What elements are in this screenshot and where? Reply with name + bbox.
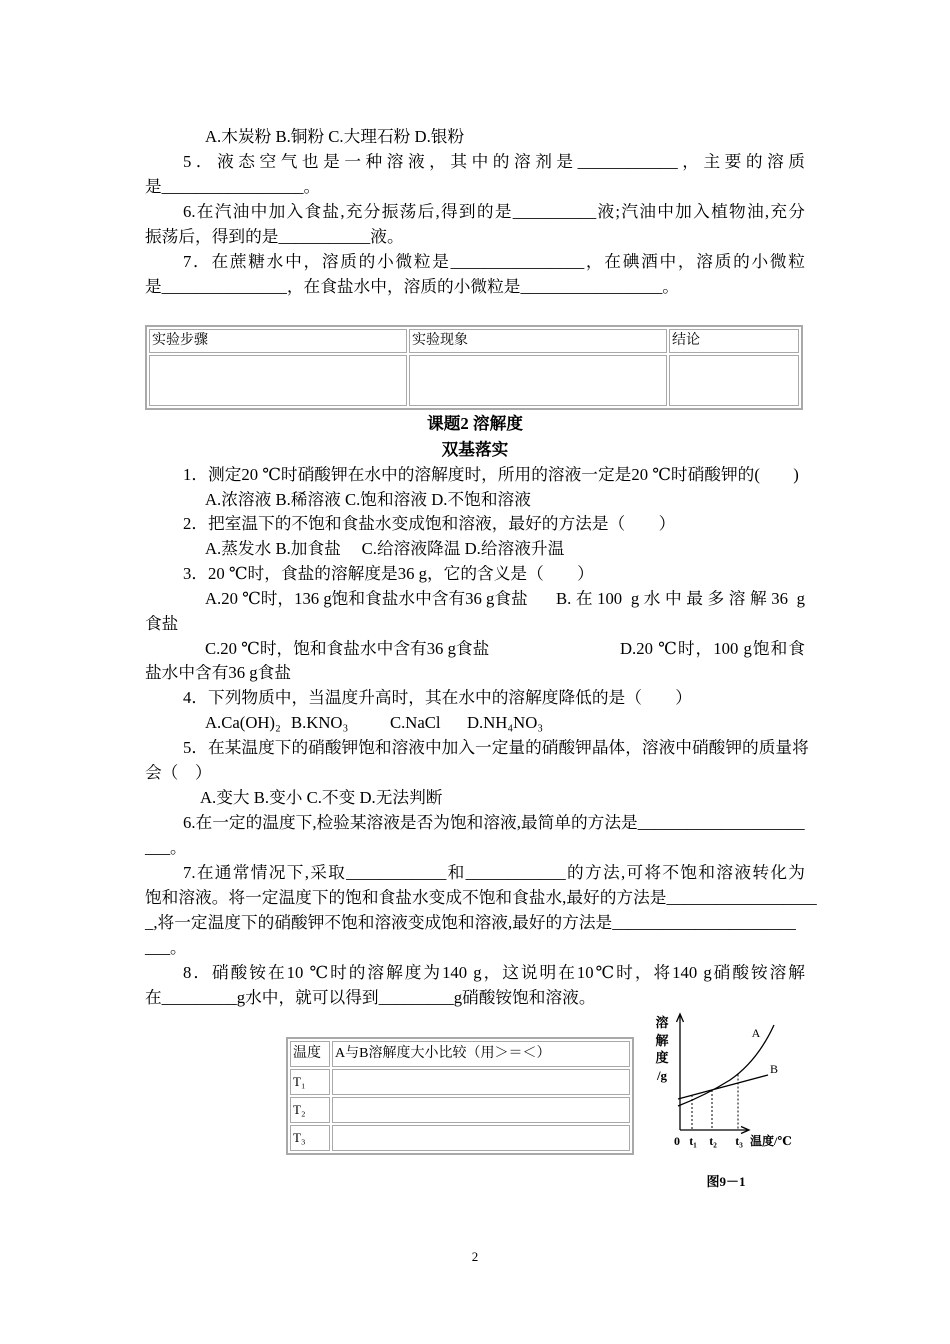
q8-line-1: 8．硝酸铵在10 ℃时的溶解度为140 g，这说明在10℃时，将140 g硝酸铵溶解: [183, 963, 805, 982]
prev-q4-options: A.木炭粉 B.铜粉 C.大理石粉 D.银粉: [205, 127, 465, 146]
x-tick-t1: t₁: [689, 1134, 697, 1148]
page-number: 2: [471, 1249, 479, 1264]
prev-q5-line-1: 5．液态空气也是一种溶液，其中的溶剂是____________，主要的溶质: [183, 152, 805, 171]
figure-caption: 图9－1: [706, 1174, 746, 1189]
q4-option-c: C.NaCl: [390, 713, 441, 732]
experiment-table-header-steps: 实验步骤: [149, 329, 407, 353]
curve-b-label: B: [769, 1062, 779, 1076]
comparison-row-label-t1: T₁: [290, 1069, 330, 1095]
x-tick-t3: t₃: [735, 1134, 743, 1148]
q4-option-a: A.Ca(OH)₂: [205, 713, 281, 732]
experiment-table-cell: [409, 355, 667, 406]
q3-option-a: A.20 ℃时，136 g饱和食盐水中含有36 g食盐: [205, 589, 528, 608]
q4-option-d: D.NH₄NO₃: [467, 713, 544, 732]
q2-stem: 2．把室温下的不饱和食盐水变成饱和溶液，最好的方法是（ ）: [183, 514, 676, 533]
prev-q5-line-2: 是_________________。: [145, 177, 321, 196]
experiment-table-header-phenomena: 实验现象: [409, 329, 667, 353]
experiment-table-cell: [149, 355, 407, 406]
prev-q6-line-1: 6.在汽油中加入食盐,充分振荡后,得到的是__________液;汽油中加入植物油,充分: [183, 202, 805, 221]
x-origin-label: 0: [674, 1134, 680, 1148]
q6-line-1: 6.在一定的温度下,检验某溶液是否为饱和溶液,最简单的方法是____________________: [183, 813, 805, 832]
q7-line-1: 7.在通常情况下,采取____________和____________的方法,可将不饱和溶液转化为: [183, 863, 805, 882]
prev-q6-line-2: 振荡后，得到的是___________液。: [145, 227, 404, 246]
solubility-comparison-table: [286, 1037, 634, 1155]
y-axis-label-line-2: 解: [655, 1033, 669, 1048]
q5-stem-line-2: 会（ ）: [145, 763, 212, 782]
comparison-row-label-t2: T₂: [290, 1097, 330, 1123]
q3-stem: 3．20 ℃时，食盐的溶解度是36 g，它的含义是（ ）: [183, 564, 594, 583]
comparison-answer-cell: [332, 1069, 630, 1095]
q8-line-2: 在_________g水中，就可以得到_________g硝酸铵饱和溶液。: [145, 988, 596, 1007]
q3-option-d-continued: 盐水中含有36 g食盐: [145, 663, 292, 682]
comparison-header-temperature: 温度: [290, 1041, 330, 1067]
solubility-curve-figure: [648, 1005, 810, 1200]
q4-option-b: B.KNO₃: [291, 713, 349, 732]
q5-stem-line-1: 5．在某温度下的硝酸钾饱和溶液中加入一定量的硝酸钾晶体，溶液中硝酸钾的质量将: [183, 738, 809, 757]
lesson-subtitle: 双基落实: [441, 440, 509, 459]
experiment-table-cell: [669, 355, 799, 406]
q6-line-2: ___。: [145, 838, 187, 857]
q2-options: A.蒸发水 B.加食盐 C.给溶液降温 D.给溶液升温: [205, 539, 565, 558]
y-axis-label-line-3: 度: [655, 1050, 669, 1065]
q3-option-b-continued: 食盐: [145, 614, 179, 633]
lesson-title: 课题2 溶解度: [427, 414, 523, 433]
experiment-table: [145, 325, 803, 410]
x-tick-t2: t₂: [709, 1134, 717, 1148]
prev-q7-line-1: 7．在蔗糖水中，溶质的小微粒是________________，在碘酒中，溶质的小微粒: [183, 252, 805, 271]
q1-stem: 1．测定20 ℃时硝酸钾在水中的溶解度时，所用的溶液一定是20 ℃时硝酸钾的( ): [183, 465, 799, 484]
comparison-row-label-t3: T₃: [290, 1125, 330, 1151]
comparison-answer-cell: [332, 1125, 630, 1151]
q1-options: A.浓溶液 B.稀溶液 C.饱和溶液 D.不饱和溶液: [205, 490, 531, 509]
curve-a-label: A: [751, 1026, 761, 1040]
q3-option-d: D.20 ℃时，100 g饱和食: [620, 639, 805, 658]
prev-q7-line-2: 是_______________，在食盐水中，溶质的小微粒是_________________。: [145, 277, 679, 296]
q3-option-c: C.20 ℃时，饱和食盐水中含有36 g食盐: [205, 639, 490, 658]
y-axis-label-line-1: 溶: [655, 1015, 669, 1030]
y-axis-label-line-4: /g: [656, 1068, 668, 1083]
x-axis-label: 温度/℃: [750, 1134, 792, 1148]
comparison-header-compare: A与B溶解度大小比较（用＞＝＜）: [332, 1041, 630, 1067]
q7-line-4: ___。: [145, 938, 187, 957]
comparison-answer-cell: [332, 1097, 630, 1123]
experiment-table-header-conclusion: 结论: [669, 329, 799, 353]
q4-stem: 4．下列物质中，当温度升高时，其在水中的溶解度降低的是（ ）: [183, 688, 692, 707]
q5-options: A.变大 B.变小 C.不变 D.无法判断: [200, 788, 443, 807]
q3-option-b: B.在100 g水中最多溶解36 g: [556, 589, 805, 608]
q7-line-3: _,将一定温度下的硝酸钾不饱和溶液变成饱和溶液,最好的方法是______________________: [145, 913, 796, 932]
q7-line-2: 饱和溶液。将一定温度下的饱和食盐水变成不饱和食盐水,最好的方法是__________________: [145, 888, 817, 907]
